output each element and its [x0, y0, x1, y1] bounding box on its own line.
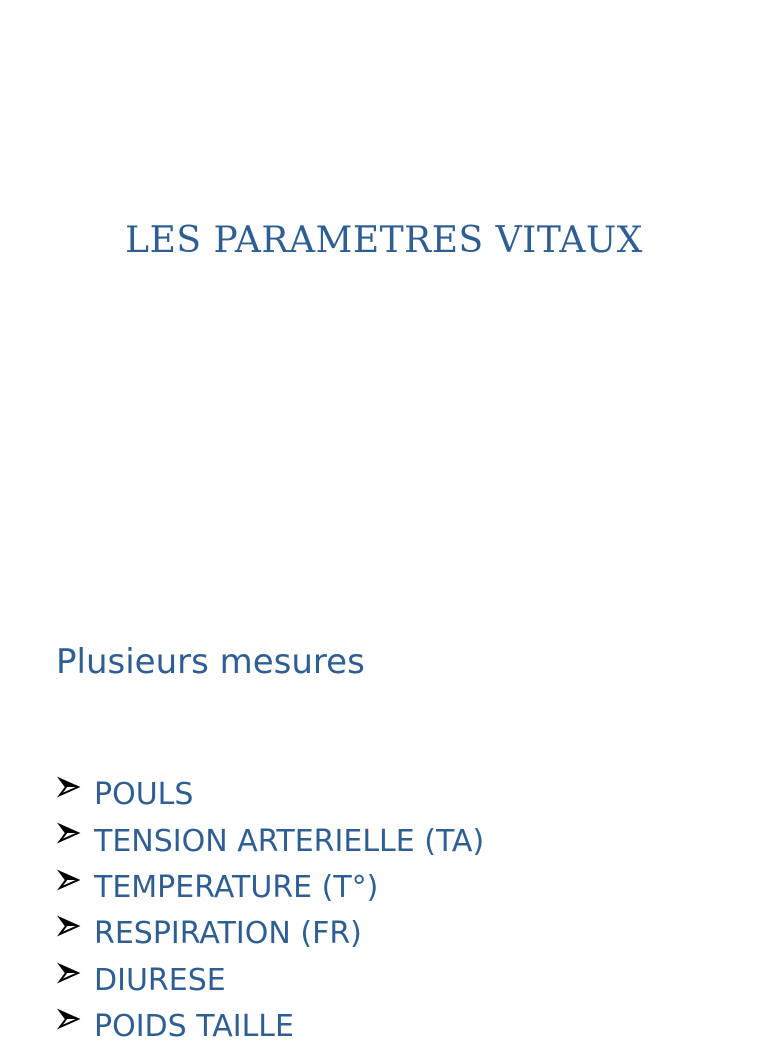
arrowhead-bullet-icon [56, 865, 84, 911]
list-item [56, 818, 484, 864]
list-item-label: POULS [94, 777, 194, 813]
arrowhead-bullet-icon [56, 911, 84, 957]
list-item [56, 772, 484, 818]
list-item-label: RESPIRATION (FR) [94, 916, 362, 952]
arrowhead-bullet-icon [56, 772, 84, 818]
vital-signs-list [56, 772, 484, 1050]
list-item [56, 911, 484, 957]
arrowhead-bullet-icon [56, 958, 84, 1004]
arrowhead-bullet-icon [56, 818, 84, 864]
list-item-label: TEMPERATURE (T°) [94, 869, 379, 905]
page-title: LES PARAMETRES VITAUX [125, 220, 643, 261]
list-item-label: DIURESE [94, 962, 226, 998]
list-item [56, 958, 484, 1004]
section-subtitle: Plusieurs mesures [56, 642, 365, 682]
arrowhead-bullet-icon [56, 1004, 84, 1050]
list-item [56, 865, 484, 911]
list-item-label: TENSION ARTERIELLE (TA) [94, 823, 485, 859]
list-item [56, 1004, 484, 1050]
list-item-label: POIDS TAILLE [94, 1009, 294, 1045]
